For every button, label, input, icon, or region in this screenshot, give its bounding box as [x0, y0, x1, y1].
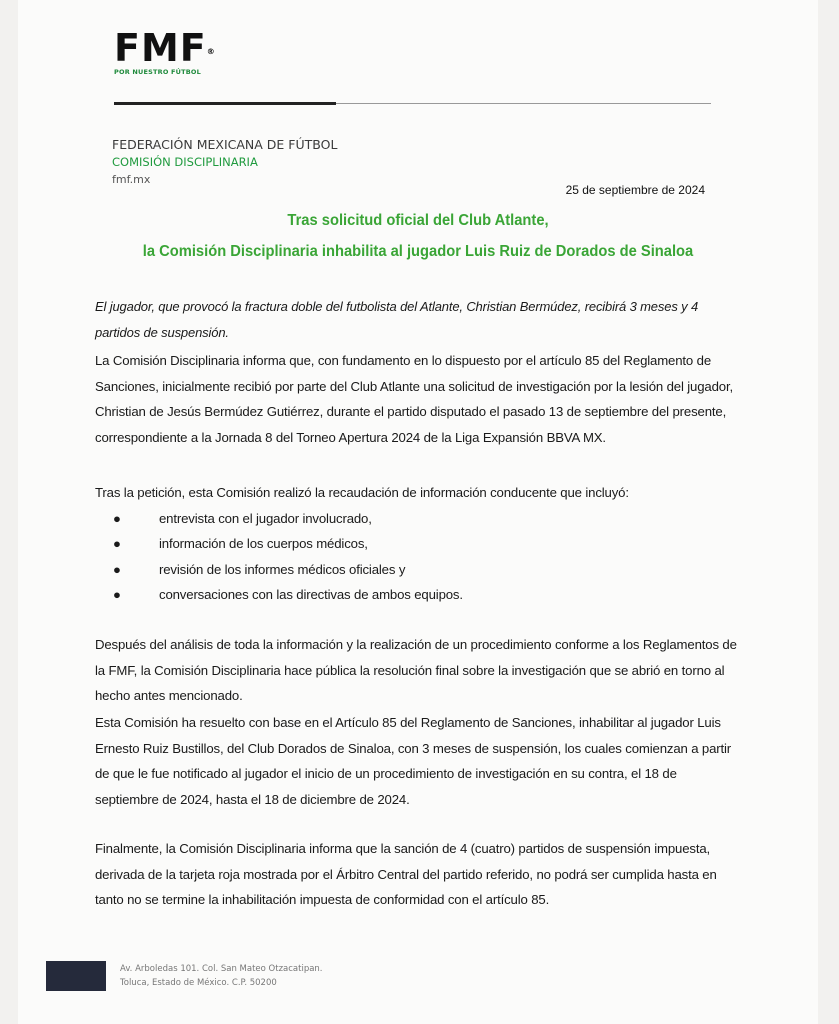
headline-line-2: la Comisión Disciplinaria inhabilita al jugador Luis Ruiz de Dorados de Sinaloa — [142, 243, 694, 260]
list-item: ● entrevista con el jugador involucrado, — [95, 506, 743, 532]
footer-address — [120, 962, 323, 990]
bullet-icon: ● — [113, 536, 121, 551]
paragraph-1: La Comisión Disciplinaria informa que, con fundamento en lo dispuesto por el artículo 85 del Reglamento de Sanciones, inicialmente recibió por parte del Club Atlante una solicitud de investigación por la lesión del jugador, Christian de Jesús Bermúdez Gutiérrez, durante el partido disputado el pasado 13 de septiembre del presente, correspondiente a la Jornada 8 del Torneo Apertura 2024 de la Liga Expansión BBVA MX. — [95, 353, 733, 445]
organization-name: FEDERACIÓN MEXICANA DE FÚTBOL — [112, 137, 338, 152]
bullet-list — [95, 506, 743, 608]
document-date: 25 de septiembre de 2024 — [565, 183, 705, 197]
organization-block — [112, 136, 337, 189]
paragraph-5: Finalmente, la Comisión Disciplinaria informa que la sanción de 4 (cuatro) partidos de suspensión impuesta, derivada de la tarjeta roja mostrada por el Árbitro Central del partido referido, no podrá ser cumplida hasta en tanto no se termine la inhabilitación impuesta de conformidad con el artículo 85. — [95, 841, 717, 907]
logo-text: FMF — [114, 26, 207, 70]
fmf-logo — [114, 28, 216, 76]
headline — [50, 205, 786, 267]
document-page — [18, 0, 818, 1024]
footer-address-line-1: Av. Arboledas 101. Col. San Mateo Otzacatipan. — [120, 964, 323, 974]
header-rule-light — [336, 103, 711, 104]
paragraph-4: Esta Comisión ha resuelto con base en el Artículo 85 del Reglamento de Sanciones, inhabilitar al jugador Luis Ernesto Ruiz Bustillos, del Club Dorados de Sinaloa, con 3 meses de suspensión, los cuales comienzan a partir de que le fue notificado al jugador el inicio de un procedimiento de investigación en su contra, el 18 de septiembre de 2024, hasta el 18 de diciembre de 2024. — [95, 715, 732, 807]
list-item: ● conversaciones con las directivas de ambos equipos. — [95, 582, 743, 608]
logo-tagline: POR NUESTRO FÚTBOL — [114, 68, 201, 76]
website: fmf.mx — [112, 173, 151, 186]
list-item: ● información de los cuerpos médicos, — [95, 531, 743, 557]
department-name: COMISIÓN DISCIPLINARIA — [112, 155, 258, 169]
paragraph-2-intro: Tras la petición, esta Comisión realizó la recaudación de información conducente que incluyó: — [95, 485, 629, 500]
registered-mark: ® — [206, 47, 216, 56]
bullet-icon: ● — [113, 587, 121, 602]
footer-address-line-2: Toluca, Estado de México. C.P. 50200 — [120, 978, 277, 988]
headline-line-1: Tras solicitud oficial del Club Atlante, — [287, 212, 549, 229]
paragraph-2 — [95, 480, 743, 608]
paragraph-3: Después del análisis de toda la información y la realización de un procedimiento conforme a los Reglamentos de la FMF, la Comisión Disciplinaria hace pública la resolución final sobre la investigación que se abrió en torno al hecho antes mencionado. — [95, 637, 737, 703]
subtitle: El jugador, que provocó la fractura doble del futbolista del Atlante, Christian Bermúdez, recibirá 3 meses y 4 partidos de suspensión. — [95, 299, 699, 340]
header-rule-dark — [114, 102, 336, 105]
bullet-icon: ● — [113, 561, 121, 577]
bullet-icon: ● — [113, 510, 121, 526]
footer-color-block — [46, 961, 106, 991]
list-item: ● revisión de los informes médicos oficiales y — [95, 557, 743, 583]
